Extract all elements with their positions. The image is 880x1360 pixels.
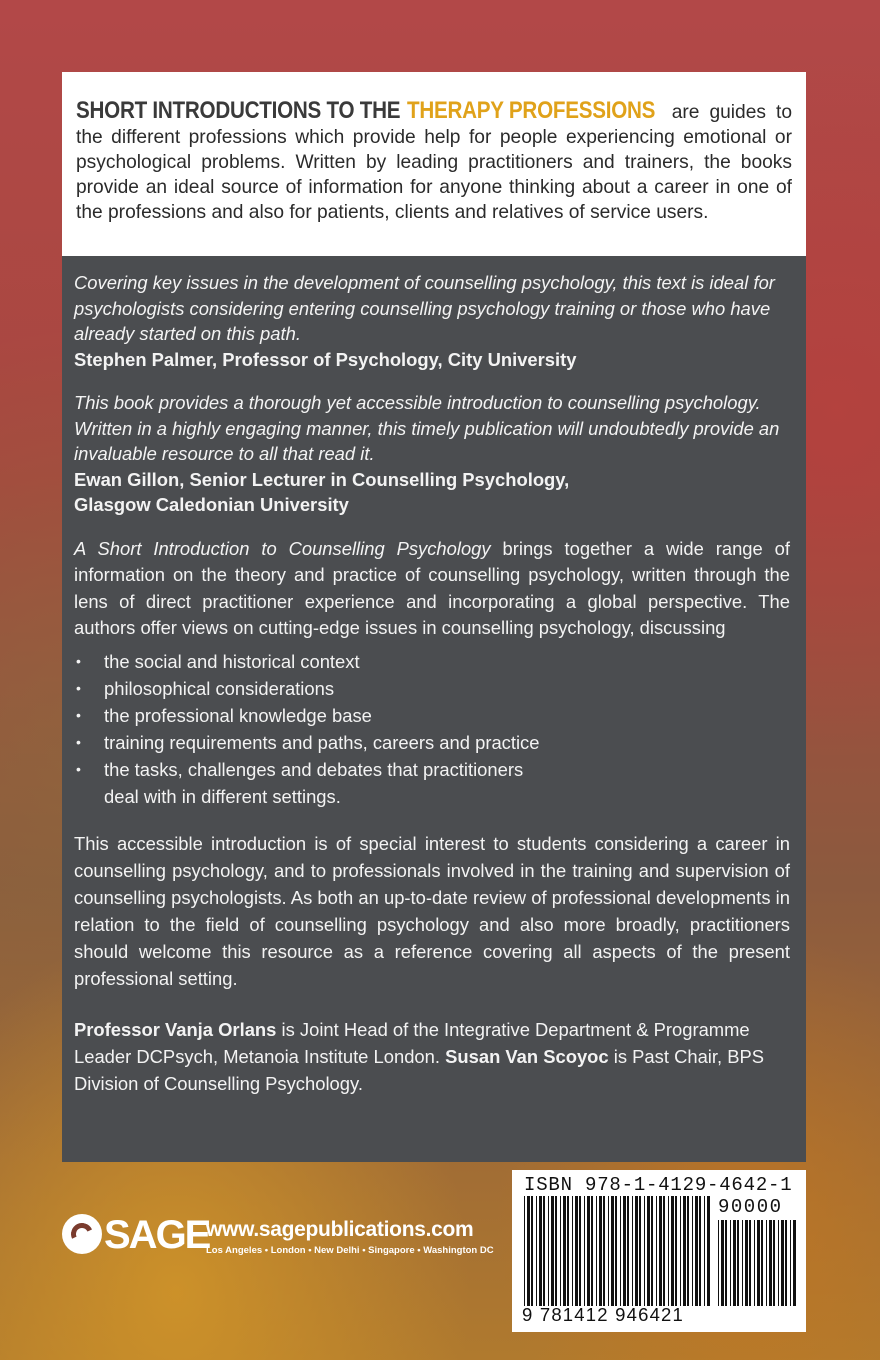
barcode-bar [627, 1196, 629, 1306]
barcode-bar [563, 1196, 566, 1306]
barcode-bar [659, 1196, 662, 1306]
review-attribution-line: Stephen Palmer, Professor of Psychology, City University [74, 348, 577, 370]
barcode-bar [769, 1220, 772, 1306]
barcode-bar [572, 1196, 573, 1306]
barcode-bar [635, 1196, 638, 1306]
barcode-bar [761, 1220, 763, 1306]
barcode-bar [718, 1220, 719, 1306]
barcode-bar [683, 1196, 686, 1306]
isbn-text: ISBN 978-1-4129-4642-1 [524, 1174, 793, 1196]
author-bio-text: is Joint Head of the Integrative Department & Programme Leader DCPsych, Metanoia Institute London. [74, 1018, 750, 1067]
barcode-bar [733, 1220, 736, 1306]
review-quote-2 [74, 390, 790, 518]
list-item: • the professional knowledge base [74, 702, 790, 729]
barcode-addon-bars [718, 1220, 798, 1306]
barcode-bar [567, 1196, 569, 1306]
barcode-bar [531, 1196, 533, 1306]
isbn-barcode [512, 1170, 806, 1332]
barcode-bar [680, 1196, 681, 1306]
barcode-bar [695, 1196, 698, 1306]
review-quote-text: This book provides a thorough yet accessible introduction to counselling psychology. Written in a highly engaging manner, this timely publication will undoubtedly provide an invaluable resource to all that read it. [74, 392, 780, 464]
barcode-bar [603, 1196, 605, 1306]
barcode-bar [587, 1196, 590, 1306]
barcode-bar [671, 1196, 674, 1306]
barcode-bar [591, 1196, 593, 1306]
barcode-bar [639, 1196, 641, 1306]
barcode-bar [524, 1196, 525, 1306]
barcode-bar [675, 1196, 677, 1306]
barcode-bar [737, 1220, 739, 1306]
barcode-bar [644, 1196, 645, 1306]
topics-list [74, 648, 790, 810]
barcode-bar [599, 1196, 602, 1306]
barcode-bar [785, 1220, 787, 1306]
barcode-bar [745, 1220, 748, 1306]
review-attribution [74, 347, 790, 373]
list-item: • the social and historical context [74, 648, 790, 675]
book-description [74, 536, 790, 642]
sage-swirl-icon [62, 1214, 102, 1254]
series-intro-text [76, 98, 792, 225]
barcode-bar [584, 1196, 585, 1306]
barcode-bar [539, 1196, 542, 1306]
audience-paragraph: This accessible introduction is of special interest to students considering a career in counselling psychology, and to professionals involved in the training and supervision of counselling psychologists. As both an up-to-date review of professional developments in relation to the field of counselling psychology and also more broadly, practitioners should welcome this resource as a reference covering all aspects of the present professional setting. [74, 832, 790, 989]
barcode-bar [611, 1196, 614, 1306]
barcode-bar [620, 1196, 621, 1306]
barcode-bar [773, 1220, 775, 1306]
barcode-bar [575, 1196, 578, 1306]
barcode-bar [687, 1196, 689, 1306]
barcode-bar [579, 1196, 581, 1306]
series-intro-box [62, 72, 806, 256]
list-item: • the tasks, challenges and debates that practitioners deal with in different settings. [74, 756, 790, 810]
barcode-bar [548, 1196, 549, 1306]
series-title-accent: THERAPY PROFESSIONS [407, 97, 656, 124]
barcode-bar [560, 1196, 561, 1306]
barcode-bar [615, 1196, 617, 1306]
price-code: 90000 [718, 1196, 783, 1218]
barcode-bar [536, 1196, 537, 1306]
barcode-bar [632, 1196, 633, 1306]
barcode-bar [656, 1196, 657, 1306]
barcode-bar [543, 1196, 545, 1306]
barcode-bar [555, 1196, 557, 1306]
publisher-url: www.sagepublications.com [206, 1218, 474, 1241]
barcode-bar [742, 1220, 743, 1306]
barcode-bar [730, 1220, 731, 1306]
barcode-bar [778, 1220, 779, 1306]
barcode-bar [721, 1220, 724, 1306]
barcode-bar [663, 1196, 665, 1306]
series-title-lead: SHORT INTRODUCTIONS TO THE [76, 97, 401, 124]
barcode-bar [651, 1196, 653, 1306]
barcode-bar [707, 1196, 710, 1306]
book-title: A Short Introduction to Counselling Psychology [74, 537, 491, 559]
barcode-bar [725, 1220, 727, 1306]
review-attribution-line: Glasgow Caledonian University [74, 494, 349, 515]
barcode-bar [668, 1196, 669, 1306]
review-attribution-line: Ewan Gillon, Senior Lecturer in Counselling Psychology, [74, 468, 570, 490]
barcode-bar [793, 1220, 796, 1306]
barcode-bar [704, 1196, 705, 1306]
author-bio-text: is Past Chair, BPS Division of Counselling Psychology. [74, 1045, 765, 1094]
barcode-bar [757, 1220, 760, 1306]
author-name: Professor Vanja Orlans [74, 1018, 277, 1040]
author-name: Susan Van Scoyoc [445, 1045, 609, 1067]
book-description-text: brings together a wide range of information on the theory and practice of counselling psychology, written through the lens of direct practitioner experience and incorporating a global perspective. The authors offer views on cutting-edge issues in counselling psychology, discussing [74, 537, 790, 638]
barcode-bar [527, 1196, 530, 1306]
barcode-bars [524, 1196, 712, 1306]
barcode-bar [766, 1220, 767, 1306]
barcode-bar [551, 1196, 554, 1306]
barcode-bar [790, 1220, 791, 1306]
back-cover-panel [62, 256, 806, 1162]
list-item: • training requirements and paths, careers and practice [74, 729, 790, 756]
barcode-bar [699, 1196, 701, 1306]
barcode-bar [781, 1220, 784, 1306]
barcode-digits: 9 781412 946421 [522, 1304, 685, 1325]
review-quote-text: Covering key issues in the development of counselling psychology, this text is ideal for psychologists considering entering counselling psychology training or those who have already started on this path. [74, 272, 775, 344]
barcode-bar [596, 1196, 597, 1306]
publisher-logo: SAGE [104, 1213, 210, 1257]
barcode-bar [623, 1196, 626, 1306]
author-bios [74, 1016, 790, 1097]
review-quote-1 [74, 270, 790, 372]
barcode-bar [647, 1196, 650, 1306]
barcode-bar [754, 1220, 755, 1306]
barcode-bar [749, 1220, 751, 1306]
list-item: • philosophical considerations [74, 675, 790, 702]
barcode-bar [692, 1196, 693, 1306]
review-attribution [74, 467, 790, 518]
publisher-cities: Los Angeles • London • New Delhi • Singapore • Washington DC [206, 1245, 494, 1256]
series-intro-body: are guides to the different professions which provide help for people experiencing emotional or psychological problems. Written by leading practitioners and trainers, the books provide an ideal source of information for anyone thinking about a career in one of the professions and also for patients, clients and relatives of service users. [76, 102, 792, 223]
publisher-block [62, 1212, 492, 1272]
barcode-bar [608, 1196, 609, 1306]
